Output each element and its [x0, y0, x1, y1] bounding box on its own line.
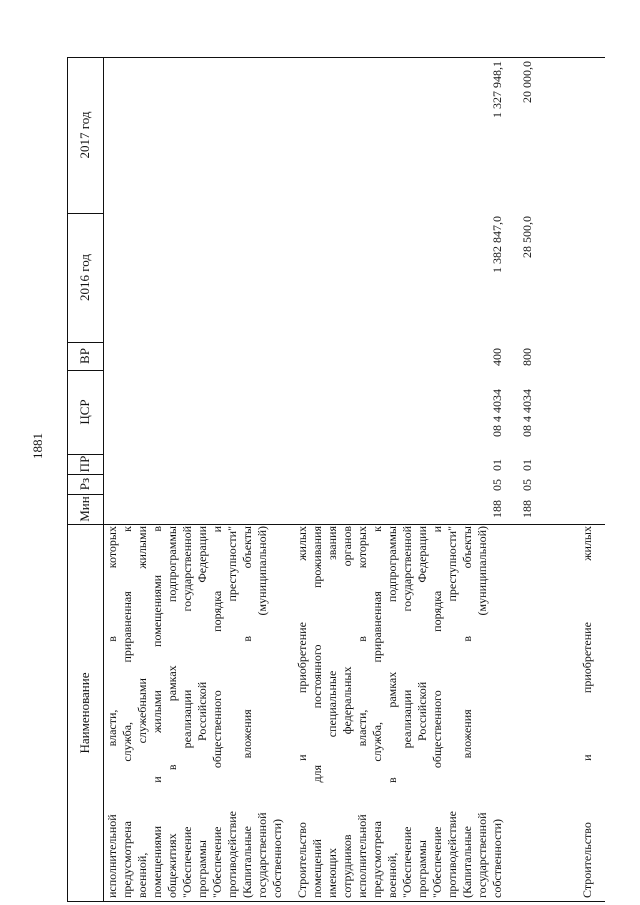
row-name	[295, 526, 505, 898]
row-name-line: сотрудников федеральных органов	[340, 526, 354, 898]
row-name-line: (Капитальные вложения в объекты	[460, 526, 474, 898]
row-name-line: собственности)	[270, 818, 284, 898]
row-name-line: Строительство и приобретение жилых	[295, 526, 309, 898]
row-name-line: "Обеспечение реализации государственной	[180, 526, 194, 898]
cell-2016: 1 382 847,0	[490, 216, 504, 273]
header-csr: ЦСР	[77, 399, 92, 425]
header-pr: ПР	[77, 455, 92, 473]
row-name-line: военной, в рамках подпрограммы	[385, 526, 399, 898]
row-name	[580, 526, 595, 898]
row-name-line: военной, служебными жилыми	[135, 526, 149, 898]
cell-2017: 1 327 948,1	[490, 61, 504, 118]
row-name-line: государственной (муниципальной)	[255, 526, 269, 898]
cell-rz: 05	[520, 479, 534, 491]
row-name-line: исполнительной власти, в которых	[355, 526, 369, 898]
row-name-line: собственности)	[490, 818, 504, 898]
cell-vr: 400	[490, 348, 504, 366]
cell-pr: 01	[520, 459, 534, 471]
row-name-line: (Капитальные вложения в объекты	[240, 526, 254, 898]
row-name-line: программы Российской Федерации	[415, 526, 429, 898]
row-name-line: противодействие преступности"	[445, 526, 459, 898]
header-min: Мин	[77, 496, 92, 522]
header-2017: 2017 год	[77, 111, 92, 159]
row-name-line: государственной (муниципальной)	[475, 526, 489, 898]
header-name: Наименование	[77, 672, 92, 754]
row-name-line: "Обеспечение реализации государственной	[400, 526, 414, 898]
page-number: 1881	[30, 433, 45, 459]
budget-table	[67, 57, 605, 902]
cell-min: 188	[490, 500, 504, 518]
cell-csr: 08 4 4034	[520, 389, 534, 437]
row-name-line: предусмотрена служба, приравненная к	[120, 526, 134, 898]
row-name-line: предусмотрена служба, приравненная к	[370, 526, 384, 898]
row-name-line: "Обеспечение общественного порядка и	[210, 526, 224, 898]
row-name-line: помещений для постоянного проживания	[310, 526, 324, 898]
header-rz: Рз	[77, 477, 92, 491]
cell-2017: 20 000,0	[520, 61, 534, 103]
row-name-line: противодействие преступности"	[225, 526, 239, 898]
row-name-line: помещениями и жилыми помещениями в	[150, 526, 164, 898]
row-name-line: Строительство и приобретение жилых	[580, 526, 594, 898]
cell-vr: 800	[520, 348, 534, 366]
row-name-line: исполнительной власти, в которых	[105, 526, 119, 898]
cell-csr: 08 4 4034	[490, 389, 504, 437]
cell-2016: 28 500,0	[520, 216, 534, 258]
row-name-line: общежитиях в рамках подпрограммы	[165, 526, 179, 898]
header-2016: 2016 год	[77, 254, 92, 301]
row-name-line: программы Российской Федерации	[195, 526, 209, 898]
row-name	[105, 526, 285, 898]
cell-pr: 01	[490, 459, 504, 471]
row-name-line: имеющих специальные звания	[325, 526, 339, 898]
header-vr: ВР	[77, 348, 92, 364]
row-name-line: "Обеспечение общественного порядка и	[430, 526, 444, 898]
cell-min: 188	[520, 500, 534, 518]
cell-rz: 05	[490, 479, 504, 491]
